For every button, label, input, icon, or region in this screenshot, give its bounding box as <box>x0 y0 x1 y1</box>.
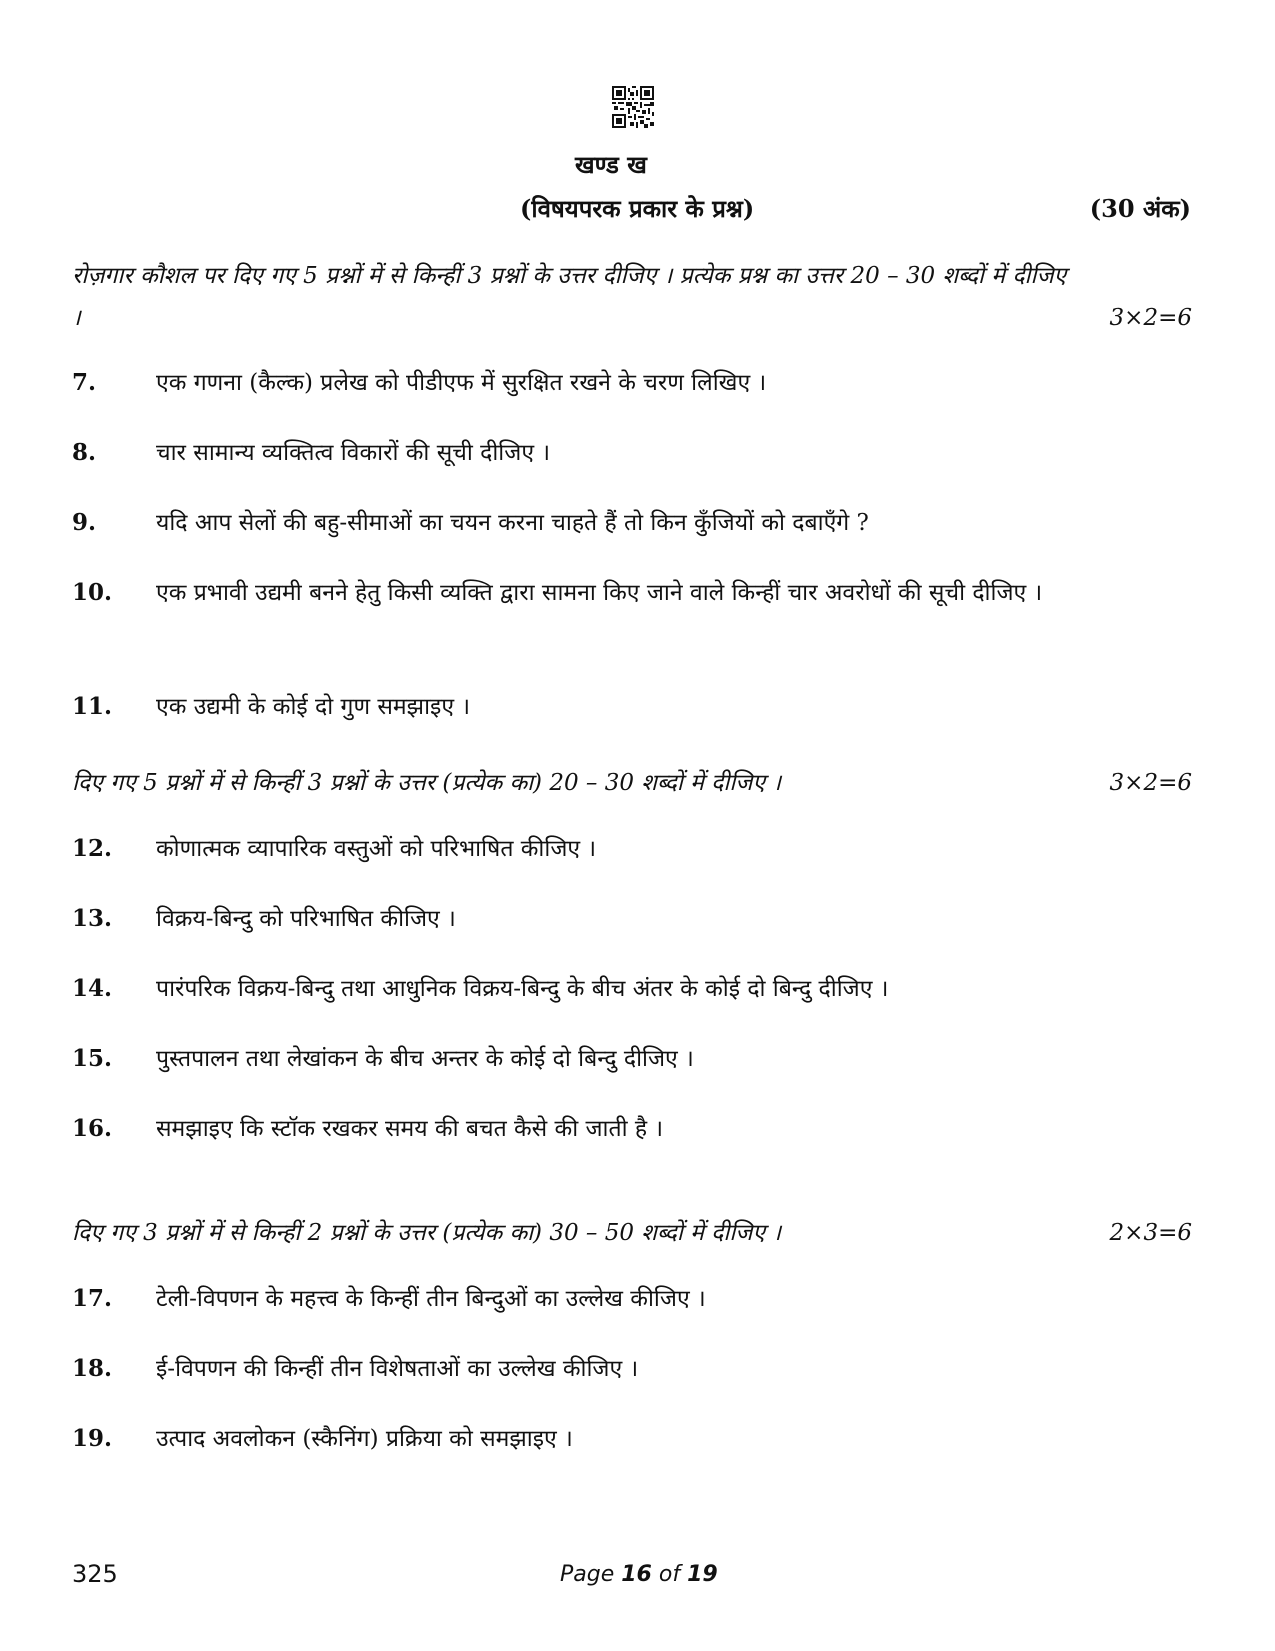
instruction-marks: 3×2=6 <box>1109 305 1192 331</box>
page-indicator <box>560 1562 718 1587</box>
section-title: खण्ड ख <box>575 150 647 179</box>
question-item <box>72 572 1192 614</box>
paper-code: 325 <box>72 1560 118 1588</box>
question-item <box>72 686 1192 728</box>
question-text: ई-विपणन की किन्हीं तीन विशेषताओं का उल्लेख कीजिए । <box>156 1356 639 1382</box>
question-number: 16. <box>72 1115 113 1142</box>
page-total: 19 <box>687 1562 718 1587</box>
question-item <box>72 1278 1192 1320</box>
question-number: 18. <box>72 1355 113 1382</box>
question-number: 12. <box>72 835 113 862</box>
question-number: 14. <box>72 975 113 1002</box>
question-item <box>72 898 1192 940</box>
section-subtitle: (विषयपरक प्रकार के प्रश्न) <box>520 194 755 223</box>
group-instruction <box>72 762 1192 804</box>
question-number: 11. <box>72 693 113 720</box>
question-text: यदि आप सेलों की बहु-सीमाओं का चयन करना चाहते हैं तो किन कुँजियों को दबाएँगे ? <box>156 510 869 536</box>
question-item <box>72 828 1192 870</box>
question-item <box>72 1418 1192 1460</box>
question-item <box>72 1108 1192 1150</box>
page-current: 16 <box>621 1562 652 1587</box>
question-text: एक गणना (कैल्क) प्रलेख को पीडीएफ में सुरक्षित रखने के चरण लिखिए । <box>156 370 767 396</box>
question-number: 9. <box>72 509 97 536</box>
question-text: एक प्रभावी उद्यमी बनने हेतु किसी व्यक्ति द्वारा सामना किए जाने वाले किन्हीं चार अवरोधों की सूची दीजिए । <box>156 580 1043 606</box>
page-of: of <box>651 1562 688 1587</box>
group-instruction <box>72 1212 1192 1254</box>
question-number: 7. <box>72 369 97 396</box>
question-item <box>72 1038 1192 1080</box>
question-text: पारंपरिक विक्रय-बिन्दु तथा आधुनिक विक्रय-बिन्दु के बीच अंतर के कोई दो बिन्दु दीजिए । <box>156 976 889 1002</box>
question-text: पुस्तपालन तथा लेखांकन के बीच अन्तर के कोई दो बिन्दु दीजिए । <box>156 1046 694 1072</box>
question-text: एक उद्यमी के कोई दो गुण समझाइए । <box>156 694 471 720</box>
instruction-text: दिए गए 5 प्रश्नों में से किन्हीं 3 प्रश्नों के उत्तर (प्रत्येक का) 20 – 30 शब्दों में दीजिए । <box>72 770 782 796</box>
instruction-marks: 3×2=6 <box>1109 770 1192 796</box>
question-number: 17. <box>72 1285 113 1312</box>
question-text: समझाइए कि स्टॉक रखकर समय की बचत कैसे की जाती है । <box>156 1116 664 1142</box>
question-text: कोणात्मक व्यापारिक वस्तुओं को परिभाषित कीजिए । <box>156 836 597 862</box>
instruction-text: दिए गए 3 प्रश्नों में से किन्हीं 2 प्रश्नों के उत्तर (प्रत्येक का) 30 – 50 शब्दों में दीजिए । <box>72 1220 782 1246</box>
question-item <box>72 1348 1192 1390</box>
question-item <box>72 432 1192 474</box>
question-text: चार सामान्य व्यक्तित्व विकारों की सूची दीजिए । <box>156 440 551 466</box>
section-marks: (30 अंक) <box>1089 194 1191 223</box>
page-prefix: Page <box>560 1562 622 1587</box>
question-text: विक्रय-बिन्दु को परिभाषित कीजिए । <box>156 906 456 932</box>
question-number: 13. <box>72 905 113 932</box>
qr-code-icon <box>612 86 654 128</box>
question-item <box>72 362 1192 404</box>
question-number: 19. <box>72 1425 113 1452</box>
question-number: 8. <box>72 439 97 466</box>
group-instruction <box>72 255 1192 339</box>
question-item <box>72 968 1192 1010</box>
question-item <box>72 502 1192 544</box>
question-number: 10. <box>72 579 113 606</box>
question-text: उत्पाद अवलोकन (स्कैनिंग) प्रक्रिया को समझाइए । <box>156 1426 573 1452</box>
instruction-text: रोज़गार कौशल पर दिए गए 5 प्रश्नों में से किन्हीं 3 प्रश्नों के उत्तर दीजिए । प्रत्येक प्रश्न का उत्तर 20 – 30 शब्दों में दीजिए । <box>72 263 1067 331</box>
question-text: टेली-विपणन के महत्त्व के किन्हीं तीन बिन्दुओं का उल्लेख कीजिए । <box>156 1286 706 1312</box>
instruction-marks: 2×3=6 <box>1109 1220 1192 1246</box>
question-number: 15. <box>72 1045 113 1072</box>
